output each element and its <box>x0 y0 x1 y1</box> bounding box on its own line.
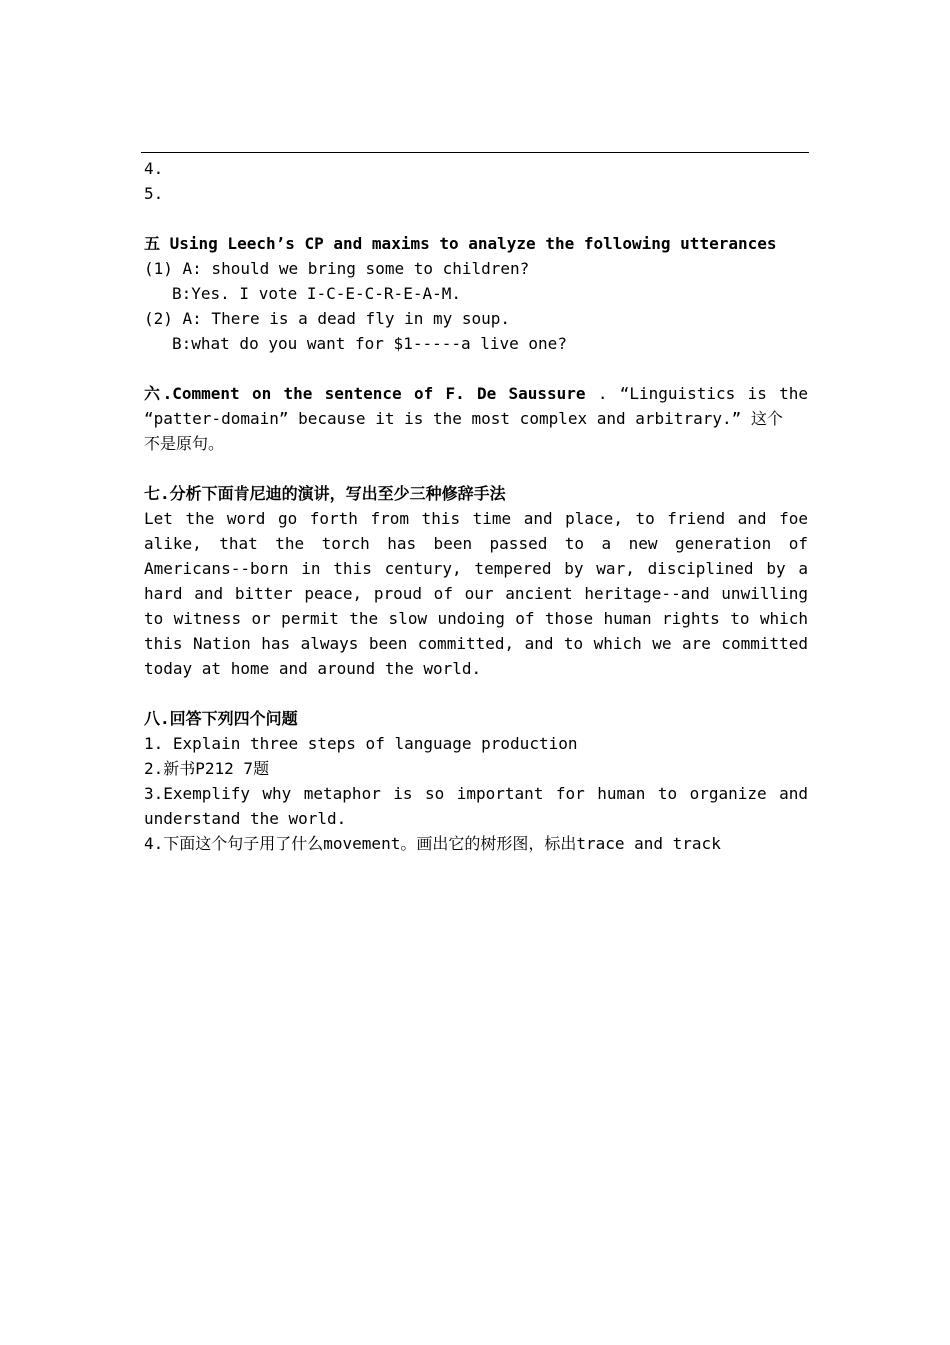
question-item: 1. Explain three steps of language production <box>144 734 578 753</box>
question-item: 2.新书P212 7题 <box>144 759 270 778</box>
section-6-quote-line: “patter-domain” because it is the most complex and arbitrary.” 这个 <box>144 409 783 428</box>
section-7-heading: 七.分析下面肯尼迪的演讲，写出至少三种修辞手法 <box>144 484 506 503</box>
question-item: 3.Exemplify why metaphor is so important for human to organize and understand the world. <box>144 784 808 828</box>
section-6-note: 不是原句。 <box>144 434 225 453</box>
list-item: 4. <box>144 159 164 178</box>
section-6-quote-start: . “Linguistics is the <box>585 384 808 403</box>
list-item: 5. <box>144 184 164 203</box>
spacer <box>144 206 808 231</box>
spacer <box>144 456 808 481</box>
section-7-paragraph: Let the word go forth from this time and place, to friend and foe alike, that the torch has been passed to a new generation of Americans--born in this century, tempered by war, disciplined by a hard and bitter peace, proud of our ancient heritage--and unwilling to witness or permit the slow undoing of those human rights to which this Nation has always been committed, and to which we are committed today at home and around the world. <box>144 509 808 678</box>
section-6-first-line <box>144 381 808 406</box>
utterance-line: B:what do you want for $1-----a live one? <box>172 334 567 353</box>
utterance-line: B:Yes. I vote I-C-E-C-R-E-A-M. <box>172 284 461 303</box>
utterance-line: (2) A: There is a dead fly in my soup. <box>144 309 511 328</box>
header-rule <box>141 152 809 153</box>
spacer <box>144 681 808 706</box>
spacer <box>144 356 808 381</box>
utterance-line: (1) A: should we bring some to children? <box>144 259 530 278</box>
document-body <box>144 156 808 856</box>
section-8-heading: 八.回答下列四个问题 <box>144 709 298 728</box>
section-6-heading: 六.Comment on the sentence of F. De Saussure <box>144 384 586 403</box>
question-item: 4.下面这个句子用了什么movement。画出它的树形图，标出trace and track <box>144 834 721 853</box>
section-5-heading: 五 Using Leech’s CP and maxims to analyze the following utterances <box>144 234 777 253</box>
